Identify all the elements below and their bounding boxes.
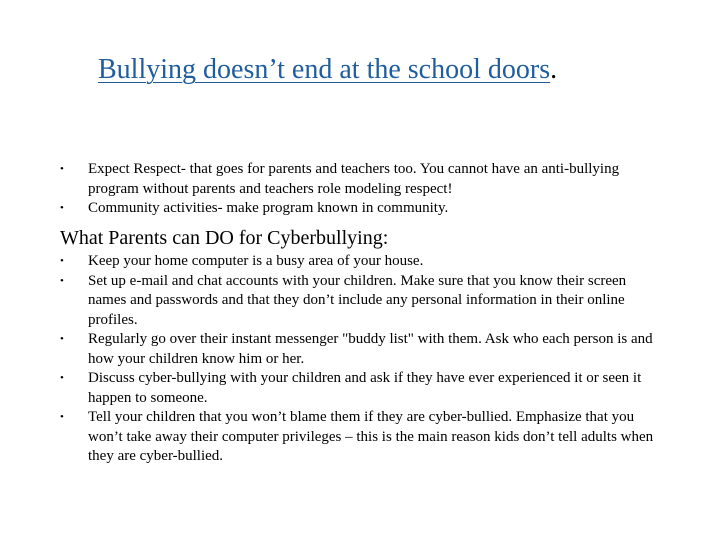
bullet-icon: • (60, 274, 64, 287)
list-item-text: Community activities- make program known in community. (88, 200, 449, 216)
list-item-text: Regularly go over their instant messenger "buddy list" with them. Ask who each person is and how your children know him or her. (88, 331, 653, 367)
list-item (60, 160, 640, 199)
section-heading: What Parents can DO for Cyberbullying: (60, 227, 389, 249)
title-suffix: . (550, 54, 558, 85)
bullet-icon: • (60, 372, 64, 384)
expect-respect-list (60, 160, 640, 219)
parent-actions-list (60, 252, 660, 467)
bullet-icon: • (60, 163, 64, 175)
bullet-icon: • (60, 202, 64, 214)
list-item (60, 369, 660, 408)
list-item (60, 199, 640, 219)
list-item-text: Expect Respect- that goes for parents and teachers too. You cannot have an anti-bullying program without parents and teachers role modeling respect! (88, 161, 620, 197)
list-item-text: Keep your home computer is a busy area of your house. (88, 253, 424, 269)
bullet-icon: • (60, 333, 64, 345)
list-item (60, 252, 660, 272)
bullet-icon: • (60, 411, 64, 423)
list-item-text: Discuss cyber-bullying with your children and ask if they have ever experienced it or seen it happen to someone. (88, 370, 642, 406)
list-item (60, 408, 660, 467)
list-item (60, 272, 660, 331)
title-link[interactable]: Bullying doesn’t end at the school doors (98, 54, 551, 85)
slide-title (98, 52, 557, 88)
list-item-text: Tell your children that you won’t blame them if they are cyber-bullied. Emphasize that you won’t take away their computer privileges – this is the main reason kids don’t tell adults when they are cyber-bullied. (88, 409, 654, 464)
list-item-text: Set up e-mail and chat accounts with your children. Make sure that you know their screen names and passwords and that they don’t include any personal information in their online profiles. (88, 272, 627, 328)
list-item (60, 330, 660, 369)
bullet-icon: • (60, 255, 64, 267)
